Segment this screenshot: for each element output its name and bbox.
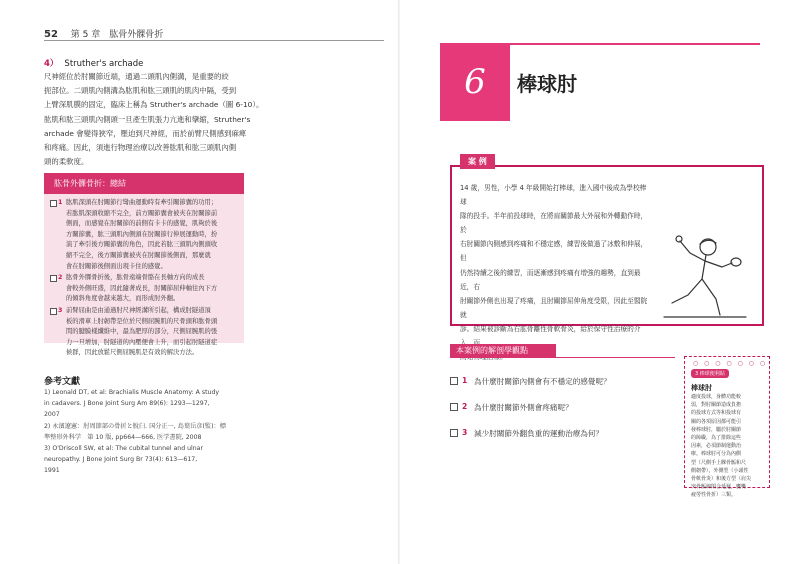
summary-item	[50, 306, 238, 359]
reference-item	[44, 422, 344, 443]
references-list	[44, 388, 344, 478]
left-page	[0, 0, 399, 564]
sidebar-line: 因素，必須節制運動治	[691, 443, 742, 450]
paragraph-line: 扼部位。二頭肌內側溝為肱肌和肱三頭肌的肌肉中隔，受到	[44, 86, 237, 96]
analysis-rule	[450, 357, 675, 358]
summary-line: 縮不完全，後方關節囊被夾在肘關節後側面，那麼就	[66, 251, 211, 259]
question-item	[450, 376, 690, 402]
case-label: 案 例	[460, 154, 495, 169]
summary-line: 前臂屈曲是由通過肘尺神經溝所引起，構成肘隧道頂	[66, 306, 211, 314]
summary-box	[44, 173, 244, 357]
sidebar-line: 關的各項原因都可能引	[691, 418, 742, 425]
header-rule	[44, 40, 384, 41]
reference-line: 2007	[44, 411, 60, 419]
checkbox-icon	[50, 308, 57, 315]
paragraph-line: 上臂深肌膜的固定，臨床上稱為 Struther's archade（圖 6-10）。	[44, 100, 264, 110]
sidebar-line: 疲勞性骨折）三類。	[691, 492, 737, 499]
reference-line: neuropathy. J Bone Joint Surg Br 73(4): 613—617,	[44, 456, 198, 464]
sidebar-line: 骨軟骨炎）和後方型（肩尖	[691, 476, 752, 483]
sidebar-line: 適度投球，身體功能較	[691, 394, 742, 400]
page-number: 52	[44, 29, 58, 40]
baseball-pitcher-illustration	[650, 233, 760, 321]
case-line: 肘關節外側也出現了疼痛，且肘關節屈伸角度受限，因此至醫院就	[460, 296, 648, 319]
reference-line: in cadavers. J Bone Joint Surg Am 89(6): 1293—1297,	[44, 400, 210, 408]
sidebar-tab: 3 棒球便利貼	[691, 369, 729, 378]
paragraph-line: 頭的柔軟度。	[44, 157, 89, 167]
paragraph-line: archade 會變得狹窄，壓迫到尺神經，而於前臂尺側感到麻痺	[44, 128, 247, 138]
reference-line: 3) O'Driscoll SW, et al: The cubital tunnel and ulnar	[44, 445, 204, 453]
references-title: 參考文獻	[44, 377, 81, 387]
summary-line: 側面，而感覺在肘關節的前側有卡卡的感覺，肌夠於後	[66, 220, 218, 228]
right-page	[400, 0, 799, 564]
binder-rings: ○ ○ ○ ○ ○ ○ ○	[693, 360, 768, 367]
sidebar-line: 型（尺側手上髁骨骺和尺	[691, 459, 747, 466]
question-item	[450, 428, 690, 454]
item-number: 2	[58, 274, 63, 282]
chapter-number-box: 6	[440, 43, 510, 121]
question-number: 2	[462, 402, 468, 411]
item-number: 3	[58, 306, 63, 314]
case-line: 診。結果被診斷為右肱骨離性骨軟骨炎，給於保守性治療的介	[460, 324, 641, 333]
summary-line: 若肱肌深頭收縮不完全，前方關節囊會被夾在肘關節前	[66, 209, 218, 217]
reference-line: 1991	[44, 467, 60, 475]
summary-line: 肱肌深頭在肘關節行彎曲運動時有牽引關節囊的功用；	[66, 199, 218, 206]
checkbox-icon	[450, 403, 458, 411]
summary-line: 候群，因此放鬆尺側屈腕肌是有效的解決方法。	[66, 349, 199, 357]
case-line: 隊的投手。半年前投球時，在將肩關節最大外展和外轉動作時，於	[460, 212, 648, 235]
section-index: 4）	[44, 59, 59, 69]
item-number: 1	[58, 199, 63, 206]
summary-line: 間的腱膜樣纖維中，最為肥厚的部分，尺側屈腕肌的張	[66, 328, 218, 336]
sidebar-line: 發棒球肘，屬於肘關節	[691, 426, 742, 433]
checkbox-icon	[50, 200, 57, 207]
section-title: Struther's archade	[64, 59, 144, 69]
summary-line: 板的滑車上肘韌帶是位於尺側屈腕肌的尺骨頭和肱骨頭	[66, 317, 218, 325]
summary-line: 會較外側旺盛，因此隨著成長，肘關節屈伸軸往內下方	[66, 284, 218, 292]
sidebar-text	[691, 393, 765, 500]
paragraph-line: 尺神經位於肘關節近端，通過二頭肌內側溝，是重要的絞	[44, 72, 229, 81]
paragraph-line: 和疼痛。因此，須進行物理治療以改善肱肌和肱三頭肌內側	[44, 143, 237, 153]
checkbox-icon	[450, 377, 458, 385]
sidebar-note	[684, 356, 770, 499]
case-box	[450, 157, 764, 333]
reference-line: 準整形外科学 第 10 版, pp664—666, 医学書院, 2008	[44, 433, 202, 441]
summary-list	[44, 194, 244, 359]
case-line: 右肘關節內側感到疼痛和不穩定感，練習後做過了冰敷和伸展，但	[460, 240, 648, 263]
reference-item	[44, 388, 344, 421]
question-number: 3	[462, 428, 468, 437]
analysis-title: 本案例的解剖學觀點	[450, 344, 556, 357]
summary-line: 演了牽引後方關節囊的角色，因此若肱三頭肌內側頭收	[66, 241, 218, 249]
sidebar-line: 的投球方式等和投球有	[691, 410, 742, 417]
question-text: 減少肘關節外翻負重的運動治療為何？	[474, 429, 604, 438]
question-text: 為什麼肘關節內側會有不穩定的感覺呢？	[474, 377, 611, 386]
summary-line: 會在肘關節後側面出現卡住的感覺。	[66, 262, 167, 270]
paragraph-line: 肱肌和肱三頭肌內側頭一旦產生肌張力亢進和攣縮，Struther's	[44, 114, 251, 124]
reference-line: 2) 永濱遼憲：肘周節部の骨折と脫臼. 国分正一, 島葉岳彦(監)：標	[44, 422, 226, 430]
section-heading	[44, 57, 143, 69]
sidebar-term: 棒球肘	[691, 384, 712, 392]
summary-line: 肱骨外髁骨折後，肱骨遠端骨骼在長軸方向的成長	[66, 274, 205, 282]
summary-item	[50, 198, 238, 272]
summary-item	[50, 273, 238, 305]
sidebar-line: 的障礙，為了排除這些	[691, 435, 742, 442]
sidebar-line: 弱，對肘關節造成負擔	[691, 402, 742, 409]
chapter-running-title: 第 5 章 肱骨外髁骨折	[70, 30, 164, 40]
sidebar-line: 療。棒球肘可分為內側	[691, 451, 742, 458]
checkbox-icon	[450, 429, 458, 437]
case-line: 14 歲，男性，小學 4 年級開始打棒球，進入國中後成為學校棒球	[460, 184, 647, 207]
chapter-title: 棒球肘	[517, 72, 577, 96]
running-header	[44, 27, 163, 40]
title-rule	[510, 43, 760, 45]
sidebar-line: 側韌帶），外側型（小頭性	[691, 467, 749, 474]
summary-title: 肱骨外髁骨折：總結	[44, 173, 244, 194]
section-paragraph	[44, 70, 374, 169]
question-text: 為什麼肘關節外側會疼痛呢？	[474, 403, 573, 412]
question-item	[450, 402, 690, 428]
case-line: 仍然持續之後的練習，而逐漸感到疼痛有增強的趨勢，直到最近，右	[460, 268, 641, 291]
sidebar-line: 突骨骺線閉合延遲，鷹嘴	[691, 484, 747, 491]
checkbox-icon	[50, 275, 57, 282]
question-number: 1	[462, 376, 468, 385]
summary-line: 方關節囊，肱三頭肌內側頭在肘關節行伸展運動時，扮	[66, 230, 218, 238]
question-list	[450, 376, 690, 454]
case-text	[460, 181, 648, 364]
summary-line: 力一旦增加，肘隧道的內壓便會上升，而引起肘隧道症	[66, 338, 218, 346]
reference-line: 1) Leonald DT, et al: Brachialis Muscle Anatomy: A study	[44, 389, 220, 396]
reference-item	[44, 444, 344, 477]
summary-line: 的傾斜角度會越來越大，而形成肘外翻。	[66, 295, 180, 303]
